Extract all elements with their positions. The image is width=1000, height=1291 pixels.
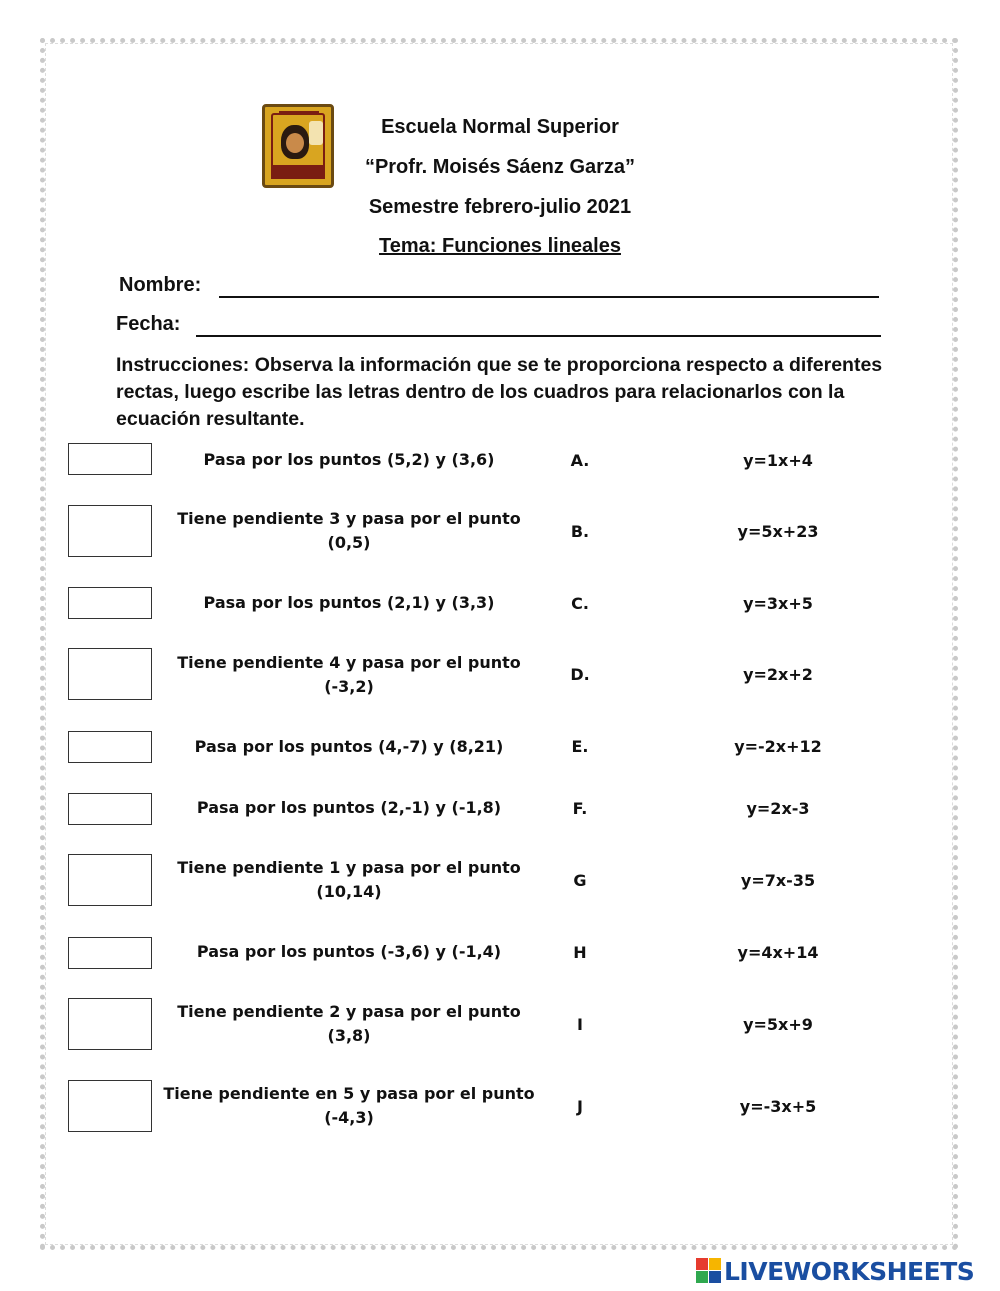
row-letter-4: D.	[570, 665, 590, 684]
row-equation-6: y=2x-3	[746, 799, 810, 818]
answer-box-8[interactable]	[68, 937, 152, 969]
row-description-7: Tiene pendiente 1 y pasa por el punto (10,14)	[177, 858, 521, 901]
row-description-1: Pasa por los puntos (5,2) y (3,6)	[203, 450, 495, 469]
name-field[interactable]	[219, 296, 879, 298]
row-letter-7: G	[573, 871, 587, 890]
topic-title: Tema: Funciones lineales	[379, 235, 621, 257]
liveworksheets-text: LIVEWORKSHEETS	[724, 1256, 975, 1286]
row-equation-3: y=3x+5	[743, 594, 813, 613]
row-equation-4: y=2x+2	[743, 665, 813, 684]
row-equation-1: y=1x+4	[743, 451, 813, 470]
page-border-inner	[45, 43, 953, 1245]
row-equation-9: y=5x+9	[743, 1015, 813, 1034]
row-letter-9: I	[577, 1015, 583, 1034]
answer-box-9[interactable]	[68, 998, 152, 1050]
row-letter-1: A.	[570, 451, 590, 470]
row-letter-10: J	[577, 1097, 583, 1116]
liveworksheets-brand	[696, 1256, 974, 1286]
row-description-8: Pasa por los puntos (-3,6) y (-1,4)	[196, 942, 502, 961]
row-description-5: Pasa por los puntos (4,-7) y (8,21)	[194, 737, 504, 756]
answer-box-5[interactable]	[68, 731, 152, 763]
row-description-4: Tiene pendiente 4 y pasa por el punto (-3,2)	[177, 653, 521, 696]
row-description-2: Tiene pendiente 3 y pasa por el punto (0,5)	[177, 509, 521, 552]
answer-box-2[interactable]	[68, 505, 152, 557]
date-label: Fecha:	[116, 313, 181, 335]
answer-box-6[interactable]	[68, 793, 152, 825]
answer-box-10[interactable]	[68, 1080, 152, 1132]
row-description-3: Pasa por los puntos (2,1) y (3,3)	[203, 593, 495, 612]
date-field[interactable]	[196, 335, 881, 337]
row-letter-8: H	[573, 943, 587, 962]
answer-box-1[interactable]	[68, 443, 152, 475]
row-description-6: Pasa por los puntos (2,-1) y (-1,8)	[196, 798, 502, 817]
instructions: Instrucciones: Observa la información que se te proporciona respecto a diferentes rectas, luego escribe las letras dentro de los cuadros para relacionarlos con la ecuación resultante.	[116, 354, 883, 430]
liveworksheets-logo-icon	[696, 1258, 722, 1284]
school-name: “Profr. Moisés Sáenz Garza”	[364, 156, 636, 178]
name-label: Nombre:	[119, 274, 202, 296]
row-equation-5: y=-2x+12	[734, 737, 822, 756]
row-description-9: Tiene pendiente 2 y pasa por el punto (3,8)	[177, 1002, 521, 1045]
school-title: Escuela Normal Superior	[381, 116, 619, 138]
row-equation-2: y=5x+23	[737, 522, 819, 541]
semester-label: Semestre febrero-julio 2021	[368, 196, 632, 218]
answer-box-3[interactable]	[68, 587, 152, 619]
answer-box-7[interactable]	[68, 854, 152, 906]
row-letter-3: C.	[571, 594, 589, 613]
row-letter-5: E.	[571, 737, 589, 756]
row-description-10: Tiene pendiente en 5 y pasa por el punto (-4,3)	[163, 1084, 535, 1127]
row-equation-10: y=-3x+5	[739, 1097, 817, 1116]
row-equation-7: y=7x-35	[740, 871, 816, 890]
row-letter-6: F.	[572, 799, 588, 818]
answer-box-4[interactable]	[68, 648, 152, 700]
row-equation-8: y=4x+14	[737, 943, 819, 962]
row-letter-2: B.	[570, 522, 590, 541]
